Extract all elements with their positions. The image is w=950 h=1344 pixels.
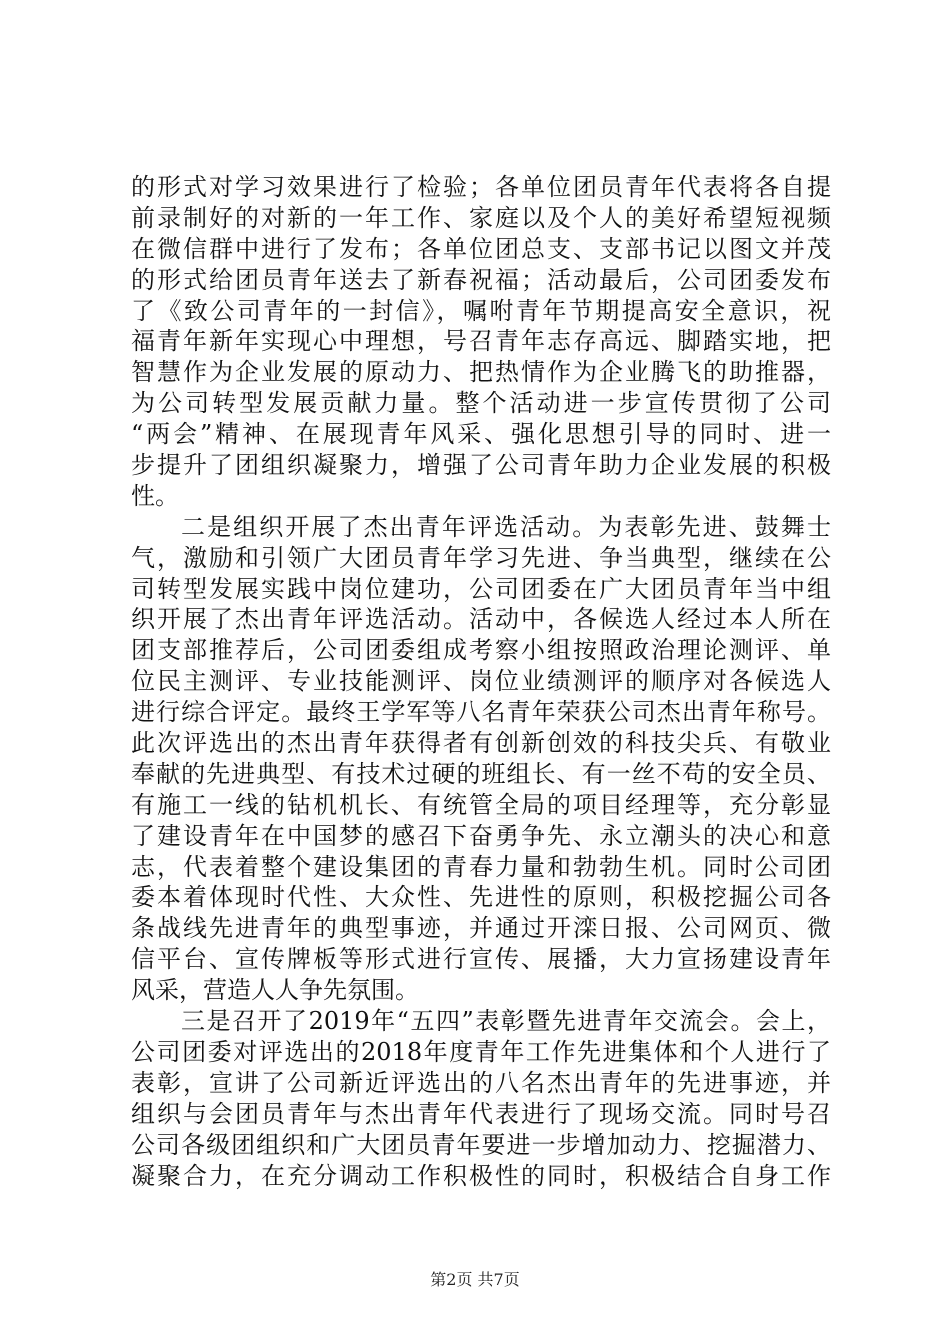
document-body (131, 172, 831, 1191)
text-line: 此次评选出的杰出青年获得者有创新创效的科技尖兵、有敬业 (131, 729, 831, 758)
text-line: “两会”精神、在展现青年风采、强化思想引导的同时、进一 (131, 420, 831, 449)
text-line: 了建设青年在中国梦的感召下奋勇争先、永立潮头的决心和意 (131, 821, 831, 850)
text-line: 位民主测评、专业技能测评、岗位业绩测评的顺序对各候选人 (131, 667, 831, 696)
text-line: 前录制好的对新的一年工作、家庭以及个人的美好希望短视频 (131, 203, 831, 232)
text-line: 气，激励和引领广大团员青年学习先进、争当典型，继续在公 (131, 543, 831, 572)
text-line: 的形式给团员青年送去了新春祝福；活动最后，公司团委发布 (131, 265, 831, 294)
text-line: 进行综合评定。最终王学军等八名青年荣获公司杰出青年称号。 (131, 698, 831, 727)
text-line: 在微信群中进行了发布；各单位团总支、支部书记以图文并茂 (131, 234, 831, 263)
text-line: 步提升了团组织凝聚力，增强了公司青年助力企业发展的积极 (131, 451, 831, 480)
text-line: 有施工一线的钻机机长、有统管全局的项目经理等，充分彰显 (131, 790, 831, 819)
text-line: 条战线先进青年的典型事迹，并通过开滦日报、公司网页、微 (131, 914, 831, 943)
text-line: 的形式对学习效果进行了检验；各单位团员青年代表将各自提 (131, 173, 831, 201)
text-line: 志，代表着整个建设集团的青春力量和勃勃生机。同时公司团 (131, 852, 831, 881)
text-line: 福青年新年实现心中理想，号召青年志存高远、脚踏实地，把 (131, 327, 831, 356)
text-line: 奉献的先进典型、有技术过硬的班组长、有一丝不苟的安全员、 (131, 759, 831, 788)
text-line: 司转型发展实践中岗位建功，公司团委在广大团员青年当中组 (131, 574, 831, 603)
text-line: 公司各级团组织和广大团员青年要进一步增加动力、挖掘潜力、 (131, 1130, 831, 1159)
text-line: 为公司转型发展贡献力量。整个活动进一步宣传贯彻了公司 (131, 389, 831, 418)
text-line: 凝聚合力，在充分调动工作积极性的同时，积极结合自身工作 (131, 1161, 831, 1190)
text-line: 信平台、宣传牌板等形式进行宣传、展播，大力宣扬建设青年 (131, 945, 831, 974)
paragraph-first-line: 三是召开了2019年“五四”表彰暨先进青年交流会。会上， (181, 1007, 831, 1036)
paragraph-first-line: 二是组织开展了杰出青年评选活动。为表彰先进、鼓舞士 (181, 512, 831, 541)
text-line: 性。 (131, 481, 179, 510)
text-line: 织开展了杰出青年评选活动。活动中，各候选人经过本人所在 (131, 605, 831, 634)
text-line: 公司团委对评选出的2018年度青年工作先进集体和个人进行了 (131, 1037, 831, 1066)
text-line: 风采，营造人人争先氛围。 (131, 976, 419, 1005)
text-line: 了《致公司青年的一封信》，嘱咐青年节期提高安全意识，祝 (131, 296, 831, 325)
text-line: 表彰，宣讲了公司新近评选出的八名杰出青年的先进事迹，并 (131, 1068, 831, 1097)
page-indicator: 第2页 共7页 (430, 1270, 520, 1289)
text-line: 组织与会团员青年与杰出青年代表进行了现场交流。同时号召 (131, 1099, 831, 1128)
text-line: 团支部推荐后，公司团委组成考察小组按照政治理论测评、单 (131, 636, 831, 665)
text-line: 智慧作为企业发展的原动力、把热情作为企业腾飞的助推器， (131, 358, 831, 387)
text-line: 委本着体现时代性、大众性、先进性的原则，积极挖掘公司各 (131, 883, 831, 912)
